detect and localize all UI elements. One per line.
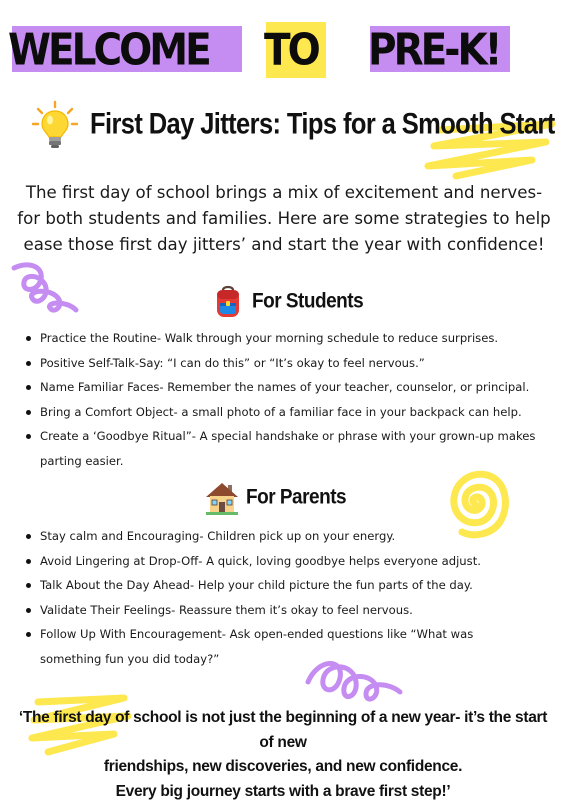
list-item: Positive Self-Talk-Say: “I can do this” or “It’s okay to feel nervous.” <box>14 351 554 376</box>
house-icon <box>204 480 240 516</box>
parents-tips-list <box>14 524 534 671</box>
intro-paragraph: The first day of school brings a mix of excitement and nerves- for both students and families. Here are some strategies to help ease those first day jitters’ and start the year with confidence! <box>17 183 551 254</box>
closing-quote <box>18 706 548 800</box>
list-item: Name Familiar Faces- Remember the names of your teacher, counselor, or principal. <box>14 375 554 400</box>
quote-line: ‘The first day of school is not just the beginning of a new year- it’s the start of new <box>18 709 548 751</box>
list-item: Talk About the Day Ahead- Help your child picture the fun parts of the day. <box>14 573 534 598</box>
backpack-icon <box>210 284 246 320</box>
lightbulb-icon <box>32 100 78 150</box>
purple-swirl-decoration <box>10 258 80 318</box>
quote-line: friendships, new discoveries, and new confidence. <box>103 758 463 775</box>
students-tips-list <box>14 326 554 473</box>
page-title: First Day Jitters: Tips for a Smooth Start <box>90 108 555 141</box>
students-heading-label: For Students <box>252 289 364 314</box>
list-item: Avoid Lingering at Drop-Off- A quick, loving goodbye helps everyone adjust. <box>14 549 534 574</box>
list-item: Follow Up With Encouragement- Ask open-ended questions like “What was something fun you did today?” <box>14 622 534 671</box>
list-item: Create a ‘Goodbye Ritual”- A special handshake or phrase with your grown-up makes parting easier. <box>14 424 554 473</box>
list-item: Validate Their Feelings- Reassure them it’s okay to feel nervous. <box>14 598 534 623</box>
banner-word-prek: PRE-K! <box>368 25 500 76</box>
banner-word-welcome: WELCOME <box>8 25 209 76</box>
list-item: Practice the Routine- Walk through your morning schedule to reduce surprises. <box>14 326 554 351</box>
list-item: Stay calm and Encouraging- Children pick up on your energy. <box>14 524 534 549</box>
list-item: Bring a Comfort Object- a small photo of a familiar face in your backpack can help. <box>14 400 554 425</box>
quote-line: Every big journey starts with a brave first step!’ <box>115 782 451 800</box>
parents-heading-label: For Parents <box>246 485 347 510</box>
students-heading <box>210 284 363 320</box>
banner-word-to: TO <box>264 25 318 76</box>
welcome-banner <box>0 20 566 82</box>
parents-heading <box>204 480 346 516</box>
